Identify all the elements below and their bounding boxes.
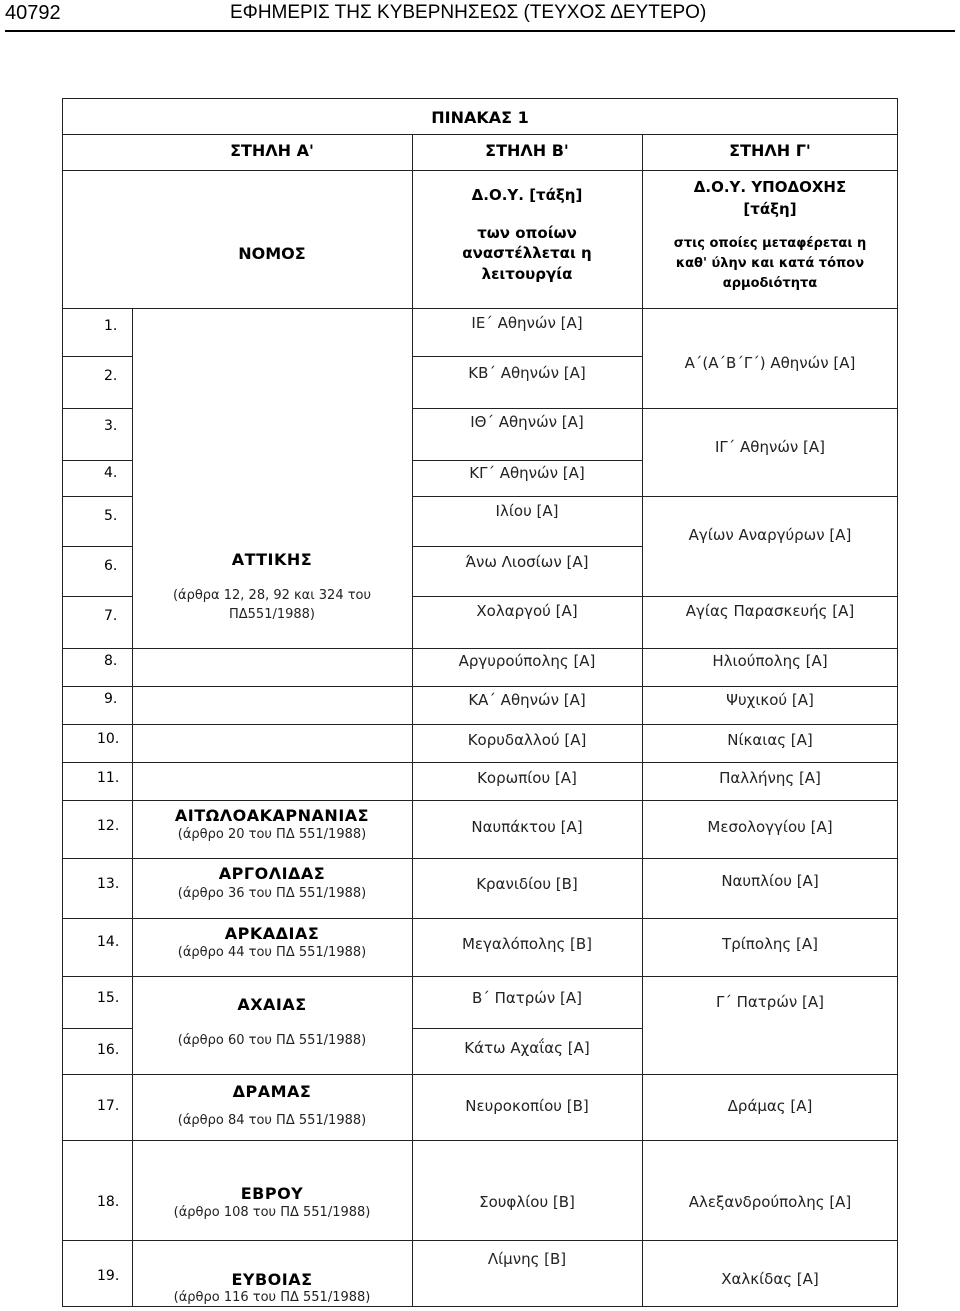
row-number: 10. [97,731,120,747]
grid-line [412,496,898,497]
receiving-office: Γ΄ Πατρών [Α] [715,993,825,1011]
grid-line [62,134,898,135]
suspended-office: Ιλίου [Α] [495,502,559,520]
grid-line [62,648,898,649]
page-number: 40792 [5,2,61,24]
column-c-subheader-line: αρμοδιότητα [722,276,818,291]
row-number: 7. [104,608,118,624]
grid-line [412,356,642,357]
receiving-office: Αλεξανδρούπολης [Α] [688,1193,852,1211]
prefecture-name: ΕΒΡΟΥ [240,1184,304,1203]
prefecture-note: (άρθρα 12, 28, 92 και 324 του [172,588,372,603]
suspended-office: ΚΑ΄ Αθηνών [Α] [468,691,586,709]
row-number: 13. [97,876,120,892]
prefecture-name: ΑΤΤΙΚΗΣ [231,550,313,569]
suspended-office: Μεγαλόπολης [Β] [461,935,593,953]
column-b-subheader-line: των οποίων [477,224,577,242]
grid-line [62,858,898,859]
prefecture-note: (άρθρο 20 του ΠΔ 551/1988) [177,827,367,842]
suspended-office: Κρανιδίου [Β] [476,875,578,893]
grid-line [62,800,898,801]
column-a-header: ΣΤΗΛΗ Α' [230,141,314,160]
receiving-office: Αγίων Αναργύρων [Α] [688,526,852,544]
suspended-office: Κορυδαλλού [Α] [467,731,587,749]
suspended-office: Χολαργού [Α] [476,602,578,620]
grid-line [62,1140,898,1141]
grid-line [412,596,898,597]
prefecture-note: (άρθρο 60 του ΠΔ 551/1988) [177,1033,367,1048]
receiving-office: Ψυχικού [Α] [726,691,814,709]
row-number: 12. [97,818,120,834]
prefecture-name: ΑΧΑΙΑΣ [237,995,307,1014]
prefecture-note: ΠΔ551/1988) [228,607,316,622]
receiving-office: Ναυπλίου [Α] [721,872,819,890]
column-c-subheader-line: καθ' ύλην και κατά τόπον [675,256,865,271]
prefecture-note: (άρθρο 44 του ΠΔ 551/1988) [177,945,367,960]
grid-line [412,546,642,547]
receiving-office: Ηλιούπολης [Α] [712,652,828,670]
prefecture-note: (άρθρο 108 του ΠΔ 551/1988) [173,1205,371,1220]
column-b-subheader-line: αναστέλλεται η [462,244,592,262]
grid-line [62,170,898,171]
grid-line [62,762,898,763]
row-number: 3. [104,418,118,434]
receiving-office: Χαλκίδας [Α] [721,1270,819,1288]
grid-line [62,98,63,1306]
prefecture-name: ΑΙΤΩΛΟΑΚΑΡΝΑΝΙΑΣ [174,806,370,825]
grid-line [62,98,898,99]
grid-line [412,1028,642,1029]
grid-line [62,408,132,409]
receiving-office: Τρίπολης [Α] [722,935,818,953]
row-number: 4. [104,465,118,481]
prefecture-note: (άρθρο 116 του ΠΔ 551/1988) [173,1290,371,1305]
receiving-office: Αγίας Παρασκευής [Α] [685,602,855,620]
prefecture-name: ΔΡΑΜΑΣ [232,1082,312,1101]
grid-line [412,134,413,1306]
row-number: 18. [97,1194,120,1210]
row-number: 14. [97,934,120,950]
suspended-office: Αργυρούπολης [Α] [458,652,596,670]
receiving-office: Νίκαιας [Α] [727,731,813,749]
suspended-office: Νευροκοπίου [Β] [465,1097,589,1115]
column-c-subheader-line: Δ.Ο.Υ. ΥΠΟΔΟΧΗΣ [693,178,847,196]
column-c-subheader-line: [τάξη] [743,200,797,218]
prefecture-name: ΑΡΚΑΔΙΑΣ [224,924,320,943]
suspended-office: ΙΕ΄ Αθηνών [Α] [471,314,583,332]
suspended-office: Ναυπάκτου [Α] [471,818,583,836]
column-b-subheader-line: λειτουργία [481,265,573,283]
grid-line [62,596,132,597]
row-number: 1. [104,318,118,334]
prefecture-note: (άρθρο 36 του ΠΔ 551/1988) [177,886,367,901]
row-number: 19. [97,1268,120,1284]
row-number: 16. [97,1042,120,1058]
receiving-office: Α΄(Α΄Β΄Γ΄) Αθηνών [Α] [684,354,856,372]
gazette-title: ΕΦΗΜΕΡΙΣ ΤΗΣ ΚΥΒΕΡΝΗΣΕΩΣ (ΤΕΥΧΟΣ ΔΕΥΤΕΡΟ) [230,2,707,23]
suspended-office: Κορωπίου [Α] [477,769,577,787]
receiving-office: ΙΓ΄ Αθηνών [Α] [714,438,826,456]
grid-line [62,496,132,497]
grid-line [62,1306,898,1307]
suspended-office: Κάτω Αχαΐας [Α] [464,1039,590,1057]
row-number: 17. [97,1098,120,1114]
grid-line [642,134,643,1306]
suspended-office: ΚΒ΄ Αθηνών [Α] [468,364,586,382]
row-number: 11. [97,770,120,786]
grid-line [62,460,132,461]
grid-line [62,976,898,977]
row-number: 5. [104,508,118,524]
grid-line [62,724,898,725]
prefecture-name: ΑΡΓΟΛΙΔΑΣ [218,864,326,883]
prefecture-note: (άρθρο 84 του ΠΔ 551/1988) [177,1113,367,1128]
grid-line [62,918,898,919]
row-number: 6. [104,558,118,574]
suspended-office: ΚΓ΄ Αθηνών [Α] [469,464,585,482]
column-b-header: ΣΤΗΛΗ Β' [485,141,569,160]
grid-line [62,1028,132,1029]
prefecture-name: ΕΥΒΟΙΑΣ [231,1270,313,1289]
grid-line [62,1240,898,1241]
suspended-office: Β΄ Πατρών [Α] [472,989,582,1007]
suspended-office: ΙΘ΄ Αθηνών [Α] [470,413,584,431]
row-number: 9. [104,691,118,707]
nomos-header: ΝΟΜΟΣ [238,244,306,263]
grid-line [412,408,898,409]
row-number: 2. [104,368,118,384]
receiving-office: Δράμας [Α] [727,1097,813,1115]
suspended-office: Άνω Λιοσίων [Α] [465,553,589,571]
row-number: 15. [97,990,120,1006]
grid-line [62,546,132,547]
page-header [5,2,955,32]
grid-line [62,356,132,357]
grid-line [62,686,898,687]
grid-line [412,460,642,461]
suspended-office: Λίμνης [Β] [487,1250,567,1268]
suspended-office: Σουφλίου [Β] [479,1193,575,1211]
receiving-office: Μεσολογγίου [Α] [707,818,833,836]
column-b-subheader-line: Δ.Ο.Υ. [τάξη] [471,186,583,204]
receiving-office: Παλλήνης [Α] [719,769,821,787]
grid-line [62,1074,898,1075]
column-c-subheader-line: στις οποίες μεταφέρεται η [673,236,867,251]
column-c-header: ΣΤΗΛΗ Γ' [729,141,811,160]
grid-line [62,308,898,309]
table-title: ΠΙΝΑΚΑΣ 1 [431,108,529,127]
row-number: 8. [104,653,118,669]
